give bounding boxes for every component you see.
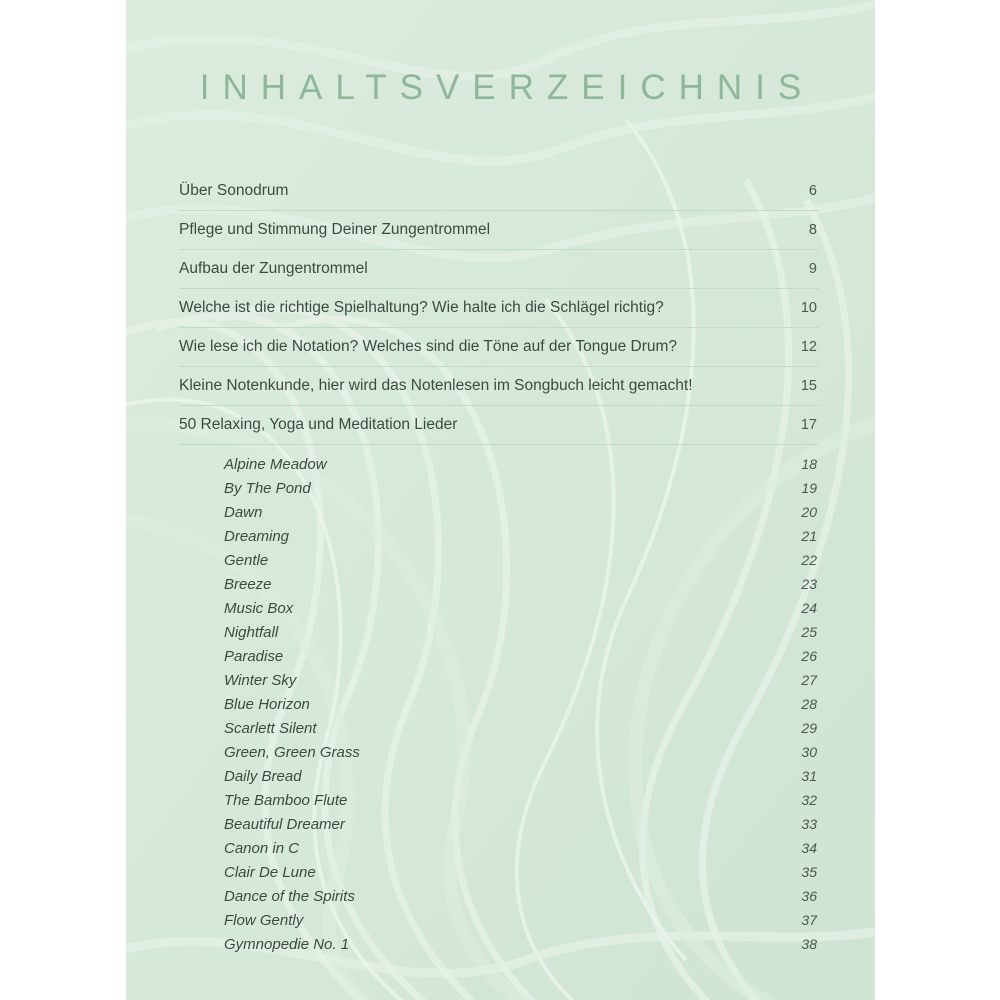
song-title: Beautiful Dreamer (224, 815, 345, 833)
list-item[interactable] (224, 572, 819, 596)
toc-entry[interactable] (179, 250, 819, 289)
song-page: 29 (801, 719, 817, 736)
toc-entry[interactable] (179, 367, 819, 406)
list-item[interactable] (224, 692, 819, 716)
list-item[interactable] (224, 620, 819, 644)
list-item[interactable] (224, 452, 819, 476)
list-item[interactable] (224, 884, 819, 908)
song-page: 32 (801, 791, 817, 808)
table-of-contents (179, 172, 819, 956)
song-title: Gentle (224, 551, 269, 569)
song-title: The Bamboo Flute (224, 791, 348, 809)
song-page: 25 (801, 623, 817, 640)
song-page: 23 (801, 575, 817, 592)
list-item[interactable] (224, 836, 819, 860)
toc-entry-page: 6 (808, 183, 817, 199)
song-title: Music Box (224, 599, 294, 617)
list-item[interactable] (224, 932, 819, 956)
song-page: 37 (801, 911, 817, 928)
song-title: By The Pond (224, 479, 311, 497)
list-item[interactable] (224, 548, 819, 572)
song-page: 24 (801, 599, 817, 616)
song-page: 22 (801, 551, 817, 568)
song-list (179, 452, 819, 956)
toc-entry-page: 12 (800, 339, 817, 355)
toc-entry[interactable] (179, 328, 819, 367)
list-item[interactable] (224, 908, 819, 932)
song-title: Gymnopedie No. 1 (224, 935, 350, 953)
list-item[interactable] (224, 860, 819, 884)
song-page: 35 (801, 863, 817, 880)
toc-entry-title: 50 Relaxing, Yoga und Meditation Lieder (179, 416, 458, 433)
song-page: 21 (801, 527, 817, 544)
song-title: Dreaming (224, 527, 290, 545)
song-page: 33 (801, 815, 817, 832)
song-title: Nightfall (224, 623, 279, 641)
list-item[interactable] (224, 524, 819, 548)
song-title: Canon in C (224, 839, 300, 857)
toc-entry-page: 17 (800, 417, 817, 433)
song-page: 30 (801, 743, 817, 760)
song-title: Blue Horizon (224, 695, 310, 713)
list-item[interactable] (224, 644, 819, 668)
song-page: 26 (801, 647, 817, 664)
toc-entry-title: Wie lese ich die Notation? Welches sind die Töne auf der Tongue Drum? (179, 338, 678, 355)
song-title: Winter Sky (224, 671, 297, 689)
song-page: 36 (801, 887, 817, 904)
song-title: Dance of the Spirits (224, 887, 355, 905)
page-content (126, 0, 875, 1000)
song-page: 27 (801, 671, 817, 688)
song-page: 20 (801, 503, 817, 520)
song-page: 19 (801, 479, 817, 496)
page-sheet (126, 0, 875, 1000)
song-title: Green, Green Grass (224, 743, 360, 761)
song-title: Paradise (224, 647, 284, 665)
toc-entry-page: 10 (800, 300, 817, 316)
song-title: Daily Bread (224, 767, 302, 785)
list-item[interactable] (224, 740, 819, 764)
song-page: 18 (801, 455, 817, 472)
list-item[interactable] (224, 764, 819, 788)
song-title: Scarlett Silent (224, 719, 317, 737)
toc-entry-page: 8 (808, 222, 817, 238)
song-title: Flow Gently (224, 911, 304, 929)
song-page: 38 (801, 935, 817, 952)
list-item[interactable] (224, 716, 819, 740)
song-page: 31 (801, 767, 817, 784)
toc-entry-title: Pflege und Stimmung Deiner Zungentrommel (179, 221, 491, 238)
toc-entry-title: Aufbau der Zungentrommel (179, 260, 368, 277)
song-page: 34 (801, 839, 817, 856)
toc-entry[interactable] (179, 172, 819, 211)
toc-entry-page: 15 (800, 378, 817, 394)
toc-entry-title: Kleine Notenkunde, hier wird das Notenlesen im Songbuch leicht gemacht! (179, 377, 693, 394)
song-title: Clair De Lune (224, 863, 316, 881)
list-item[interactable] (224, 476, 819, 500)
song-title: Dawn (224, 503, 263, 521)
toc-entry-title: Über Sonodrum (179, 182, 289, 199)
list-item[interactable] (224, 812, 819, 836)
list-item[interactable] (224, 668, 819, 692)
toc-entry-page: 9 (808, 261, 817, 277)
list-item[interactable] (224, 596, 819, 620)
list-item[interactable] (224, 788, 819, 812)
song-page: 28 (801, 695, 817, 712)
toc-entry-title: Welche ist die richtige Spielhaltung? Wie halte ich die Schlägel richtig? (179, 299, 664, 316)
toc-entry[interactable] (179, 211, 819, 250)
song-title: Breeze (224, 575, 272, 593)
toc-entry[interactable] (179, 406, 819, 445)
song-title: Alpine Meadow (224, 455, 327, 473)
page-title: INHALTSVERZEICHNIS (199, 68, 815, 107)
toc-entry[interactable] (179, 289, 819, 328)
list-item[interactable] (224, 500, 819, 524)
